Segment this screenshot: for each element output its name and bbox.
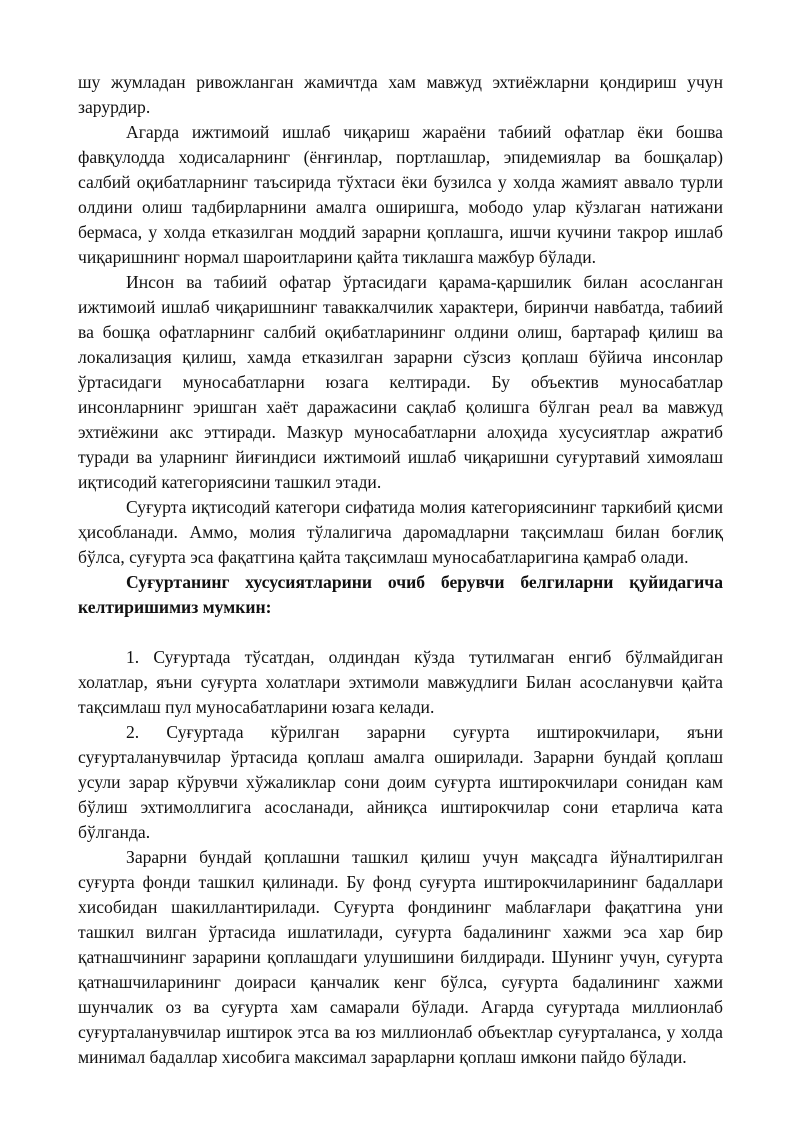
paragraph-natural-disasters: Агарда ижтимоий ишлаб чиқариш жараёни табиий офатлар ёки бошва фавқулодда ходисаларнинг (ёнғинлар, портлашлар, эпидемиялар ва бошқалар) салбий оқибатларнинг таъсирида тўхтаси ёки бузилса у холда жамият аввало турли олдини олиш тадбирларнини амалга оширишга, мободо улар кўзлаган натижани бермаса, у холда етказилган моддий зарарни қоплашга, ишчи кучини такрор ишлаб чиқаришнинг нормал шароитларини қайта тиклашга мажбур бўлади. [78,122,723,267]
paragraph-insurance-fund: Зарарни бундай қоплашни ташкил қилиш учун мақсадга йўналтирилган суғурта фонди ташкил қилинади. Бу фонд суғурта иштирокчиларининг бадаллари хисобидан шакиллантирилади. Суғурта фондининг маблағлари фақатгина уни ташкил вилган ўртасида ишлатилади, суғурта бадалининг хажми эса хар бир қатнашчининг зарарини қоплашдаги улушишини билдиради. Шунинг учун, суғурта қатнашчиларининг доираси қанчалик кенг бўлса, суғурта бадалининг хажми шунчалик оз ва суғурта хам самарали бўлади. Агарда суғуртада миллионлаб суғурталанувчилар иштирок этса ва юз миллионлаб объектлар суғурталанса, у холда минимал бадаллар хисобига максимал зарарларни қоплаш имкони пайдо бўлади. [78,847,723,1067]
paragraph-insurance-category: Суғурта иқтисодий категори сифатида молия категориясининг таркибий қисми ҳисобланади. Аммо, молия тўлалигича даромадларни тақсимлаш билан боғлиқ бўлса, суғурта эса фақатгина қайта тақсимлаш муносабатларигина қамраб олади. [78,497,723,567]
list-item-1: 1. Суғуртада тўсатдан, олдиндан кўзда тутилмаган енгиб бўлмайдиган холатлар, яъни суғурта холатлари эхтимоли мавжудлиги Билан асосланувчи қайта тақсимлаш пул муносабатларини юзага келади. [78,647,723,717]
document-page [78,70,723,1070]
paragraph-risk-character: Инсон ва табиий офатар ўртасидаги қарама-қаршилик билан асосланган ижтимоий ишлаб чиқаришнинг таваккалчилик характери, биринчи навбатда, табиий ва бошқа офатларнинг салбий оқибатларининг олдини олиш, бартараф қилиш ва локализация қилиш, хамда етказилган зарарни сўзсиз қоплаш бўйича инсонлар ўртасидаги муносабатларни юзага келтиради. Бу объектив муносабатлар инсонларнинг эришган хаёт даражасини сақлаб қолишга бўлган реал ва мавжуд эхтиёжини акс эттиради. Мазкур муносабатларни алоҳида хусусиятлар ажратиб туради ва уларнинг йиғиндиси ижтимоий ишлаб чиқаришни суғуртавий химоялаш иқтисодий категориясини ташкил этади. [78,272,723,492]
list-item-2: 2. Суғуртада кўрилган зарарни суғурта иштирокчилари, яъни суғурталанувчилар ўртасида қоплаш амалга оширилади. Зарарни бундай қоплаш усули зарар кўрувчи хўжаликлар сони доим суғурта иштирокчилари сонидан кам бўлиш эхтимоллигига асосланади, айниқса иштирокчилар сони етарлича ката бўлганда. [78,722,723,842]
section-heading: Суғуртанинг хусусиятларини очиб берувчи белгиларни қуйидагича келтиришимиз мумкин: [78,572,723,617]
paragraph-continuation: шу жумладан ривожланган жамичтда хам мавжуд эхтиёжларни қондириш учун зарурдир. [78,72,723,117]
